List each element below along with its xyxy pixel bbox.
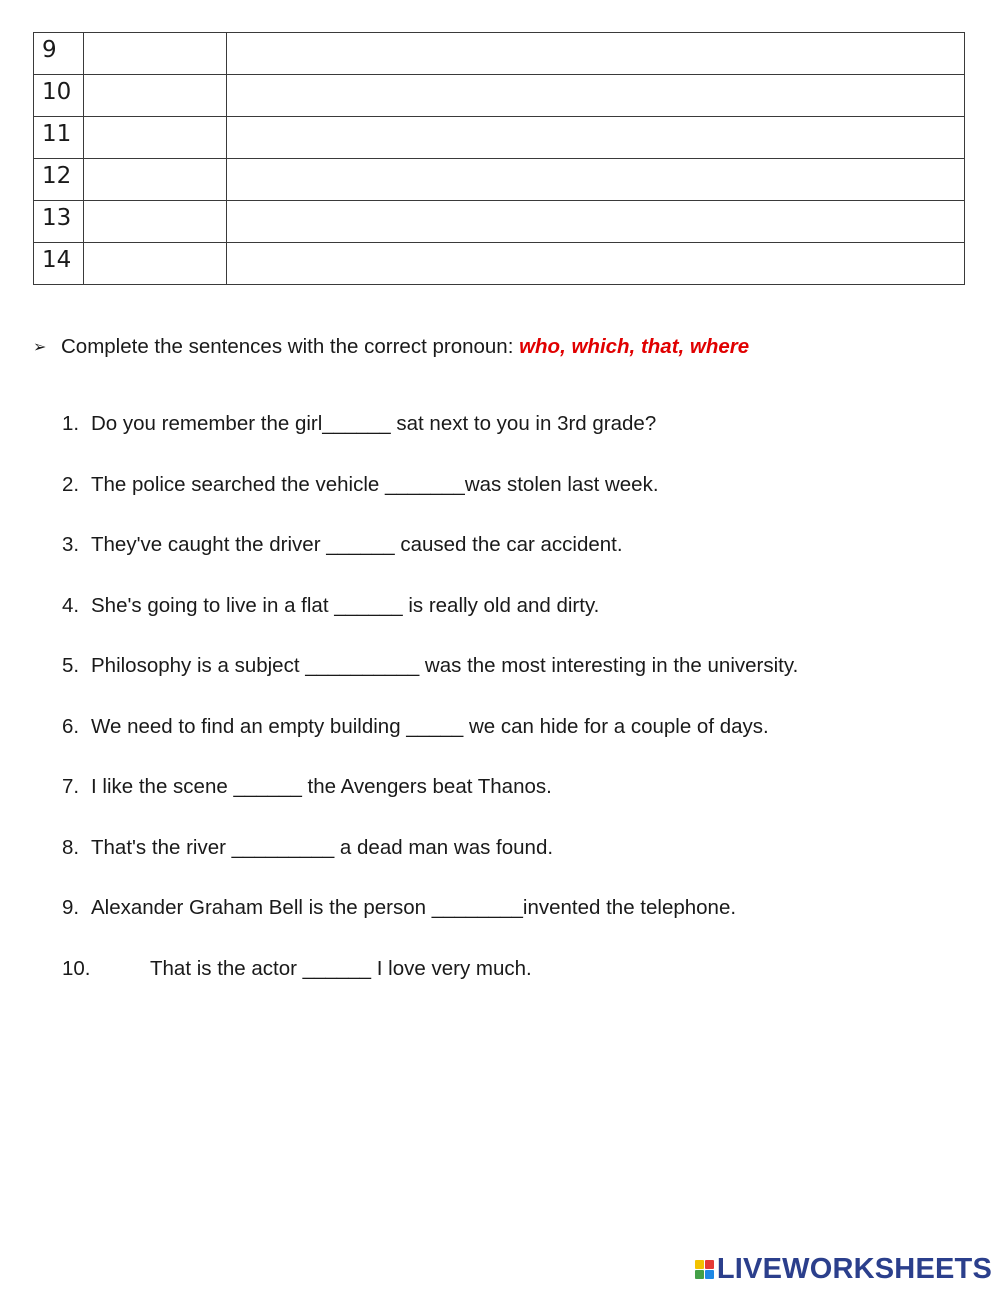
list-item [62, 713, 798, 774]
sentence-number: 2. [62, 472, 80, 496]
sentence-number: 4. [62, 593, 80, 617]
list-item [62, 894, 798, 955]
row-number-cell: 10 [34, 75, 84, 117]
row-number-cell: 11 [34, 117, 84, 159]
row-number-cell: 12 [34, 159, 84, 201]
arrow-bullet-icon: ➢ [33, 339, 47, 356]
answer-cell-sentence[interactable] [227, 159, 965, 201]
sentence-number: 9. [62, 896, 80, 919]
liveworksheets-logo-icon [695, 1260, 714, 1279]
sentence-text: Philosophy is a subject __________ was the most interesting in the university. [91, 654, 799, 677]
sentence-number: 5. [62, 654, 80, 677]
list-item [62, 410, 798, 471]
list-item [62, 773, 798, 834]
pronoun-keywords: who, which, that, where [519, 335, 750, 358]
exercise-instruction [33, 334, 749, 361]
list-item [62, 652, 798, 713]
sentence-text: The police searched the vehicle _______was stolen last week. [91, 472, 659, 496]
row-number-cell: 13 [34, 201, 84, 243]
answer-cell-word[interactable] [84, 33, 227, 75]
sentence-text: She's going to live in a flat ______ is really old and dirty. [91, 593, 600, 617]
list-item [62, 471, 798, 532]
sentence-text: That is the actor ______ I love very much. [150, 956, 532, 980]
table-row [34, 75, 965, 117]
answer-cell-word[interactable] [84, 201, 227, 243]
answer-cell-word[interactable] [84, 243, 227, 285]
answer-table-body [34, 33, 965, 285]
table-row [34, 159, 965, 201]
row-number-cell: 14 [34, 243, 84, 285]
sentence-text: They've caught the driver ______ caused the car accident. [91, 533, 623, 556]
list-item [62, 834, 798, 895]
row-number-cell: 9 [34, 33, 84, 75]
sentence-text: I like the scene ______ the Avengers beat Thanos. [91, 775, 552, 798]
sentence-text: Do you remember the girl______ sat next to you in 3rd grade? [91, 412, 657, 435]
sentence-number: 1. [62, 412, 80, 435]
answer-cell-sentence[interactable] [227, 117, 965, 159]
sentence-text: That's the river _________ a dead man was found. [91, 835, 554, 859]
answer-cell-word[interactable] [84, 75, 227, 117]
answer-table [33, 32, 965, 285]
sentence-list [62, 410, 798, 1015]
table-row [34, 243, 965, 285]
answer-cell-word[interactable] [84, 159, 227, 201]
sentence-number: 10. [62, 956, 91, 980]
sentence-number: 3. [62, 533, 80, 556]
sentence-number: 6. [62, 714, 80, 738]
instruction-text: Complete the sentences with the correct pronoun: [61, 335, 520, 358]
list-item [62, 955, 798, 1016]
answer-cell-sentence[interactable] [227, 75, 965, 117]
table-row [34, 201, 965, 243]
sentence-number: 7. [62, 775, 80, 798]
answer-cell-sentence[interactable] [227, 33, 965, 75]
answer-cell-sentence[interactable] [227, 201, 965, 243]
liveworksheets-logo[interactable] [695, 1252, 992, 1286]
answer-cell-sentence[interactable] [227, 243, 965, 285]
sentence-text: Alexander Graham Bell is the person ________invented the telephone. [91, 896, 737, 919]
sentence-text: We need to find an empty building _____ we can hide for a couple of days. [91, 714, 769, 738]
answer-cell-word[interactable] [84, 117, 227, 159]
table-row [34, 117, 965, 159]
list-item [62, 531, 798, 592]
sentence-number: 8. [62, 835, 80, 859]
list-item [62, 592, 798, 653]
table-row [34, 33, 965, 75]
logo-text: LIVEWORKSHEETS [716, 1252, 992, 1285]
